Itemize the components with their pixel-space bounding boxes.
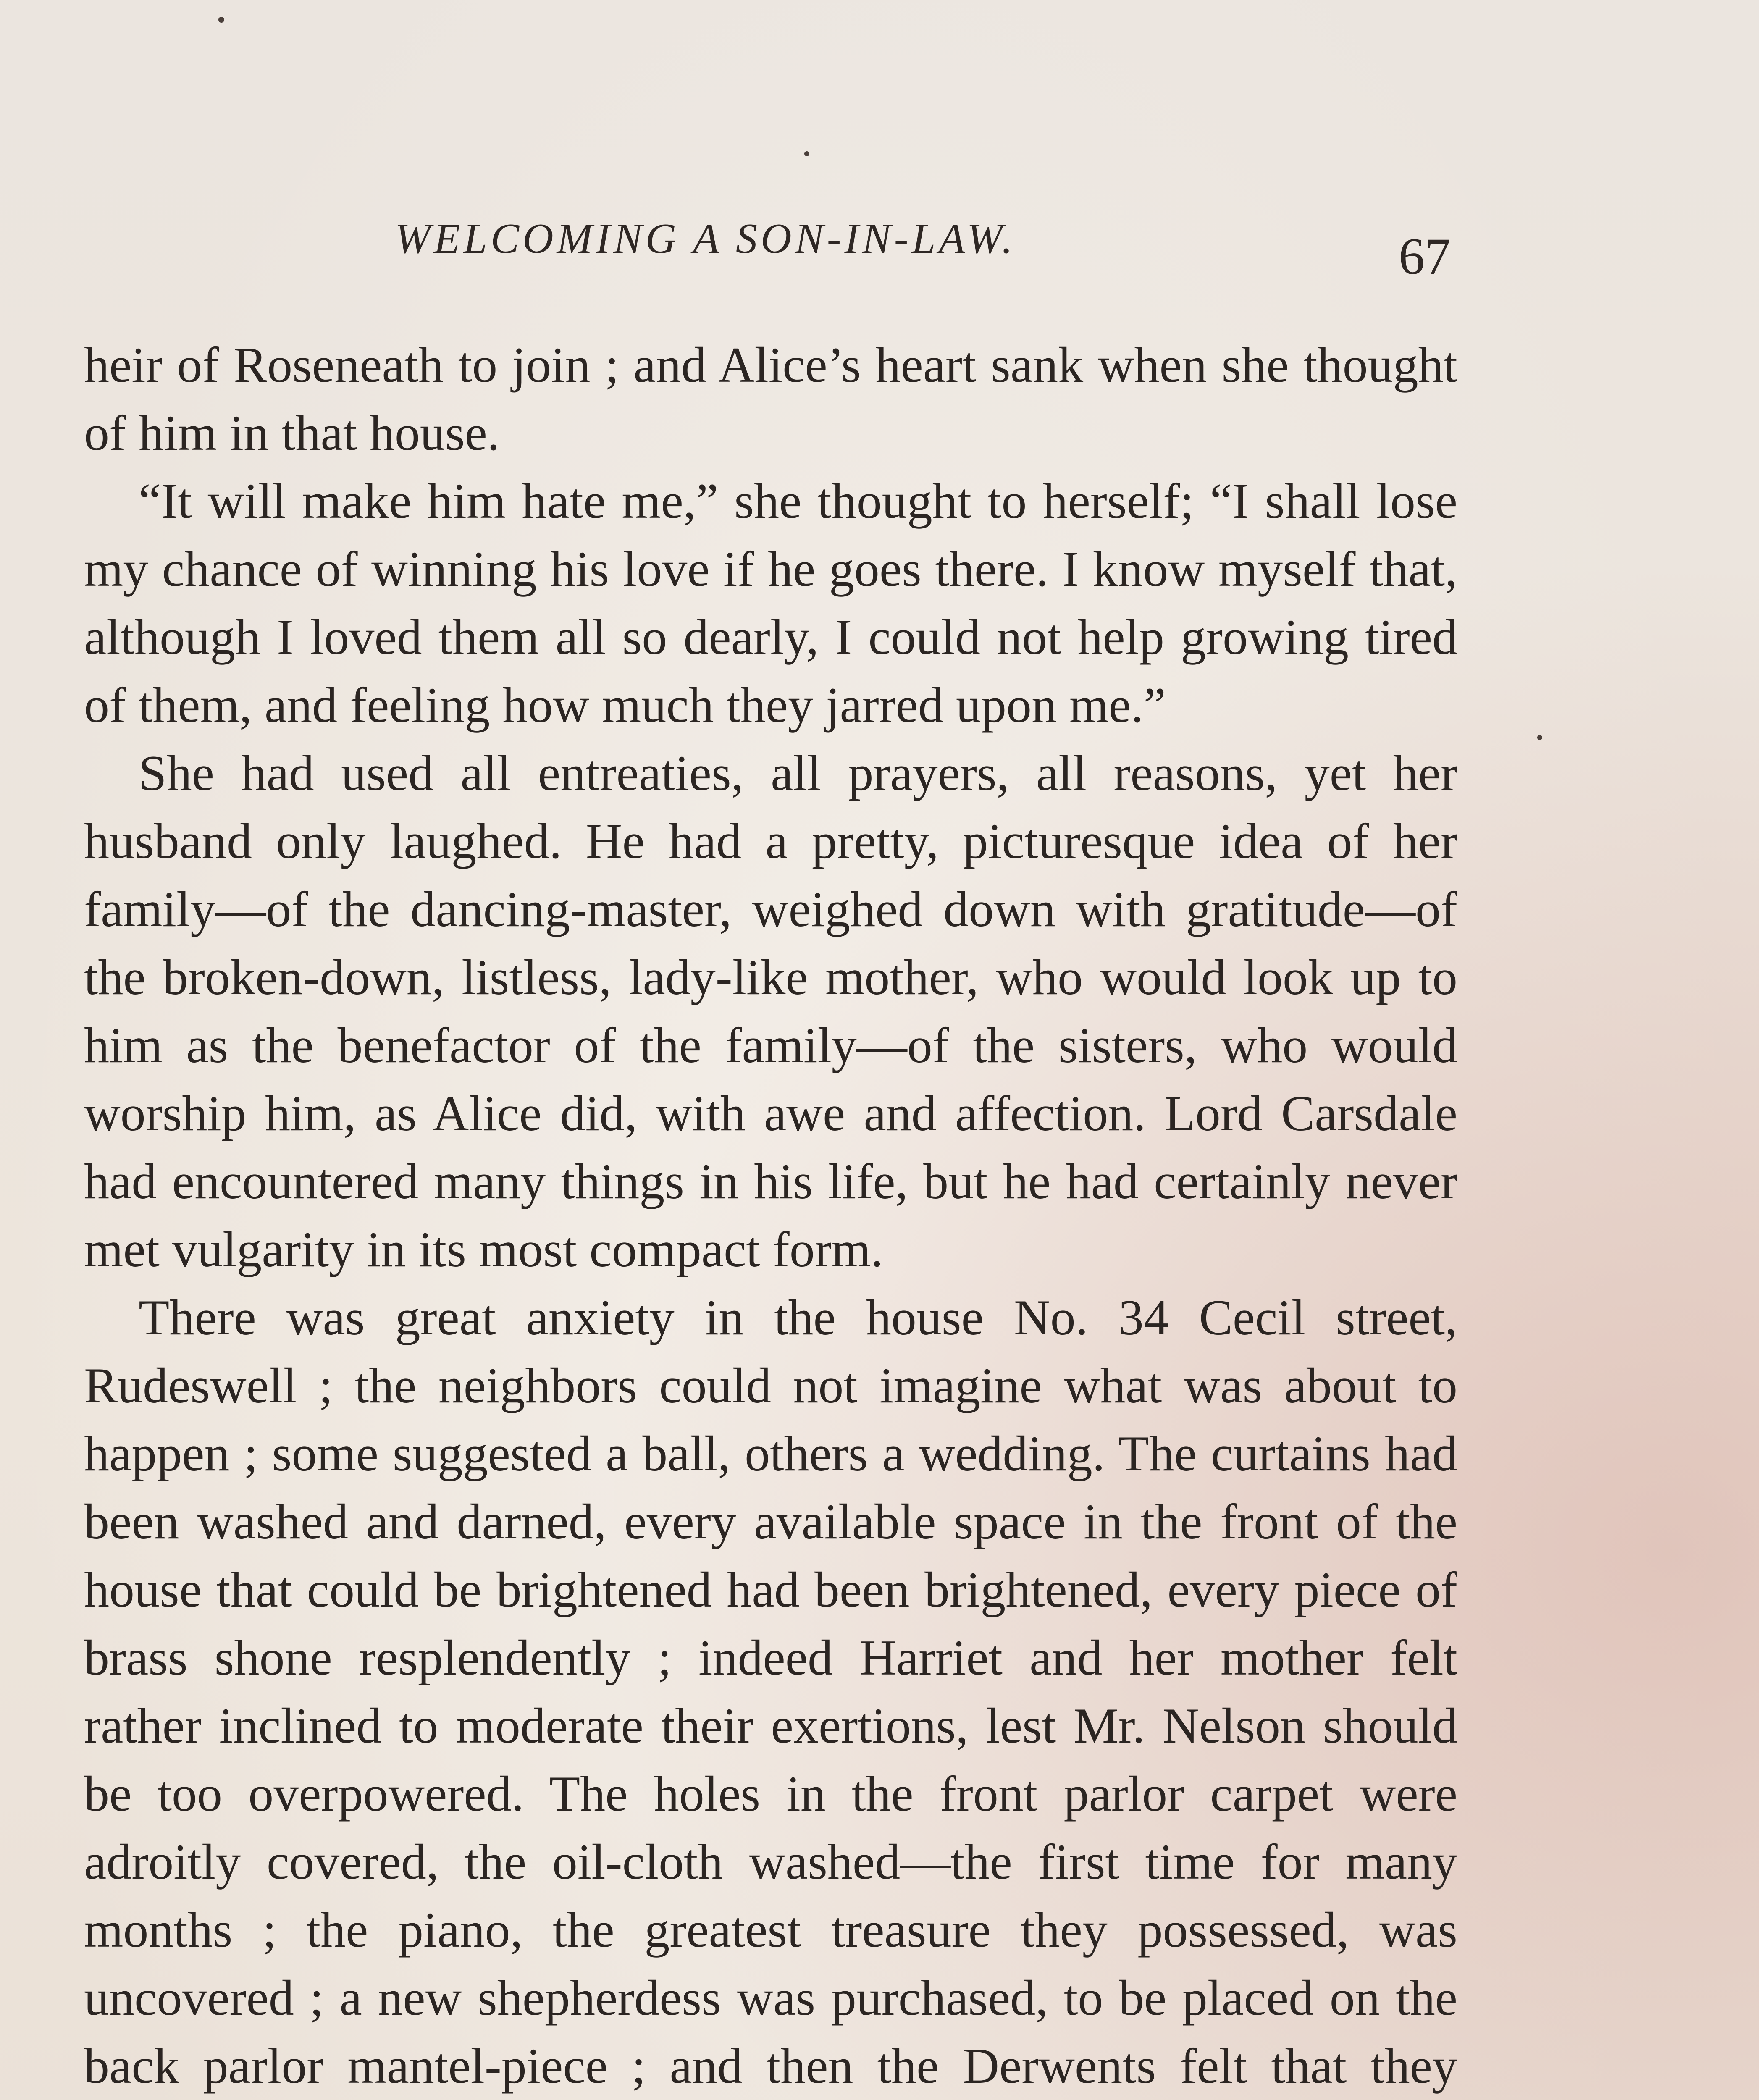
paper-speck — [1537, 735, 1542, 740]
running-head: WELCOMING A SON-IN-LAW. — [395, 215, 1016, 262]
page-number: 67 — [1399, 228, 1451, 285]
paragraph: heir of Roseneath to join ; and Alice’s heart sank when she thought of him in that house. — [84, 337, 1457, 461]
paragraph: “It will make him hate me,” she thought to herself; “I shall lose my chance of winning his love if he goes there. I know myself that, although I loved them all so dearly, I could not help growing tired of them, and feeling how much they jarred upon me.” — [84, 473, 1457, 733]
paragraph: She had used all entreaties, all prayers, all reasons, yet her husband only laughed. He had a pretty, picturesque idea of her family—of the dancing-master, weighed down with gratitude—of the broken-down, listless, lady-like mother, who would look up to him as the benefactor of the family—of the sisters, who would worship him, as Alice did, with awe and affection. Lord Carsdale had encountered many things in his life, but he had certainly never met vulgarity in its most compact form. — [84, 745, 1457, 1277]
paper-speck — [804, 151, 809, 156]
paragraph: There was great anxiety in the house No. 34 Cecil street, Rudeswell ; the neighbors could not imagine what was about to happen ; some suggested a ball, others a wedding. The curtains had been washed and darned, every available space in the front of the house that could be brightened had been brightened, every piece of brass shone resplendently ; indeed Harriet and her mother felt rather inclined to moderate their exertions, lest Mr. Nelson should be too overpowered. The holes in the front parlor carpet were adroitly covered, the oil-cloth washed—the first time for many months ; the piano, the greatest treasure they possessed, was uncovered ; a new shepherdess was purchased, to be placed on the back parlor mantel-piece ; and then the Derwents felt that they — [84, 1289, 1457, 2094]
paper-speck — [218, 17, 224, 23]
body-text — [84, 331, 1457, 2100]
